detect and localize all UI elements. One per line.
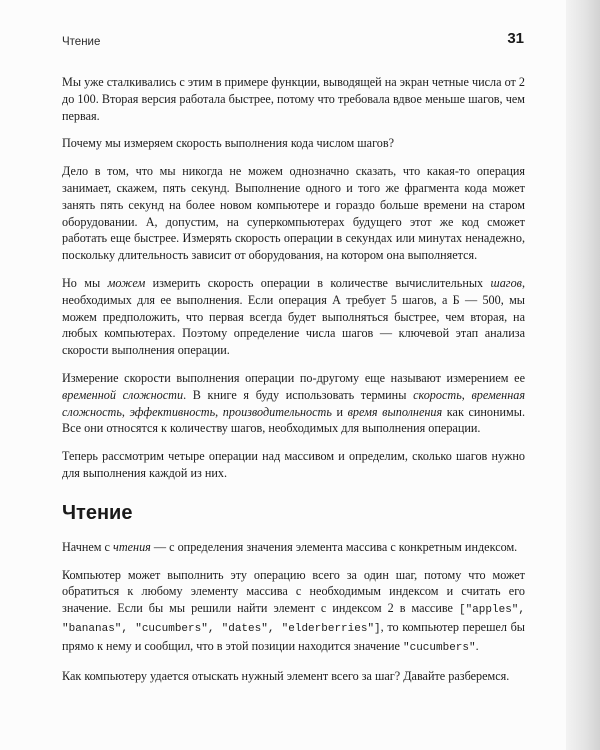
text-run: как синонимы. Все они относятся к количеству шагов, необходимых для выполнения операции. bbox=[62, 404, 526, 436]
emphasis: можем bbox=[107, 275, 146, 290]
section-paragraph-2 bbox=[62, 567, 525, 657]
text-run: Компьютер может выполнить эту операцию всего за один шаг, потому что может обратиться к любому элементу массива с необходимым индексом и считать его значение. Если бы мы решили найти элемент с индексом 2 в массиве bbox=[62, 567, 525, 616]
text-run: , необходимых для ее выполнения. Если операция А требует 5 шагов, а Б — 500, мы можем предположить, что первая всегда будет выполняться быстрее, чем вторая, на любых компьютерах. Поэтому определение числа шагов — ключевой этап анализа скорости выполнения операции. bbox=[62, 275, 525, 358]
paragraph-6: Теперь рассмотрим четыре операции над массивом и определим, сколько шагов нужно для выполнения каждой из них. bbox=[62, 449, 525, 480]
text-run: Но мы bbox=[62, 275, 108, 290]
text-run: . bbox=[475, 638, 479, 653]
text-run: Измерение скорости выполнения операции по-другому еще называют измерением ее bbox=[62, 370, 525, 385]
emphasis: чтения bbox=[113, 539, 151, 554]
paragraph-3: Дело в том, что мы никогда не можем однозначно сказать, что какая-то операция занимает, скажем, пять секунд. Выполнение одного и того же фрагмента кода может занять пять секунд на более новом компьютере и гораздо больше времени на старом оборудовании. А, допустим, на суперкомпьютерах будущего этот же код сможет работать еще быстрее. Измерять скорость операции в секундах или минутах ненадежно, поскольку длительность зависит от оборудования, на котором она выполняется. bbox=[62, 164, 525, 263]
text-run: . В книге я буду использовать термины bbox=[183, 387, 414, 402]
emphasis: скорость bbox=[413, 387, 462, 402]
text-run: , то компьютер перешел бы прямо к нему и сообщил, что в этой позиции находится значение bbox=[62, 619, 525, 653]
emphasis: временной сложности bbox=[62, 387, 184, 402]
page-edge-shadow bbox=[566, 0, 600, 750]
emphasis: время выполнения bbox=[347, 404, 443, 419]
code-value: "cucumbers" bbox=[403, 641, 476, 654]
text-run: измерить скорость операции в количестве вычислительных bbox=[145, 275, 491, 290]
emphasis: временная сложность bbox=[62, 387, 525, 419]
page-number: 31 bbox=[507, 30, 524, 47]
paragraph-2: Почему мы измеряем скорость выполнения кода числом шагов? bbox=[62, 136, 395, 151]
emphasis: эффективность bbox=[129, 404, 216, 419]
section-heading: Чтение bbox=[62, 501, 133, 524]
code-array: ["apples", "bananas", "cucumbers", "dates", "elderberries"] bbox=[62, 604, 525, 635]
paragraph-1: Мы уже сталкивались с этим в примере функции, выводящей на экран четные числа от 2 до 100. Вторая версия работала быстрее, потому что требовала вдвое меньше шагов, чем первая. bbox=[62, 75, 525, 123]
paragraph-5 bbox=[62, 370, 525, 437]
text-run: , bbox=[121, 404, 130, 419]
emphasis: производительность bbox=[222, 404, 332, 419]
text-run: , bbox=[215, 404, 223, 419]
emphasis: шагов bbox=[490, 275, 522, 290]
running-title: Чтение bbox=[62, 36, 101, 48]
paragraph-4 bbox=[62, 275, 525, 359]
text-run: — с определения значения элемента массива с конкретным индексом. bbox=[150, 539, 518, 554]
text-run: Начнем с bbox=[62, 539, 113, 554]
page-body bbox=[62, 74, 525, 695]
page-header bbox=[62, 30, 524, 52]
section-paragraph-1 bbox=[62, 539, 525, 556]
section-paragraph-3: Как компьютеру удается отыскать нужный элемент всего за шаг? Давайте разберемся. bbox=[62, 668, 510, 683]
text-run: и bbox=[331, 404, 348, 419]
text-run: , bbox=[461, 387, 472, 402]
